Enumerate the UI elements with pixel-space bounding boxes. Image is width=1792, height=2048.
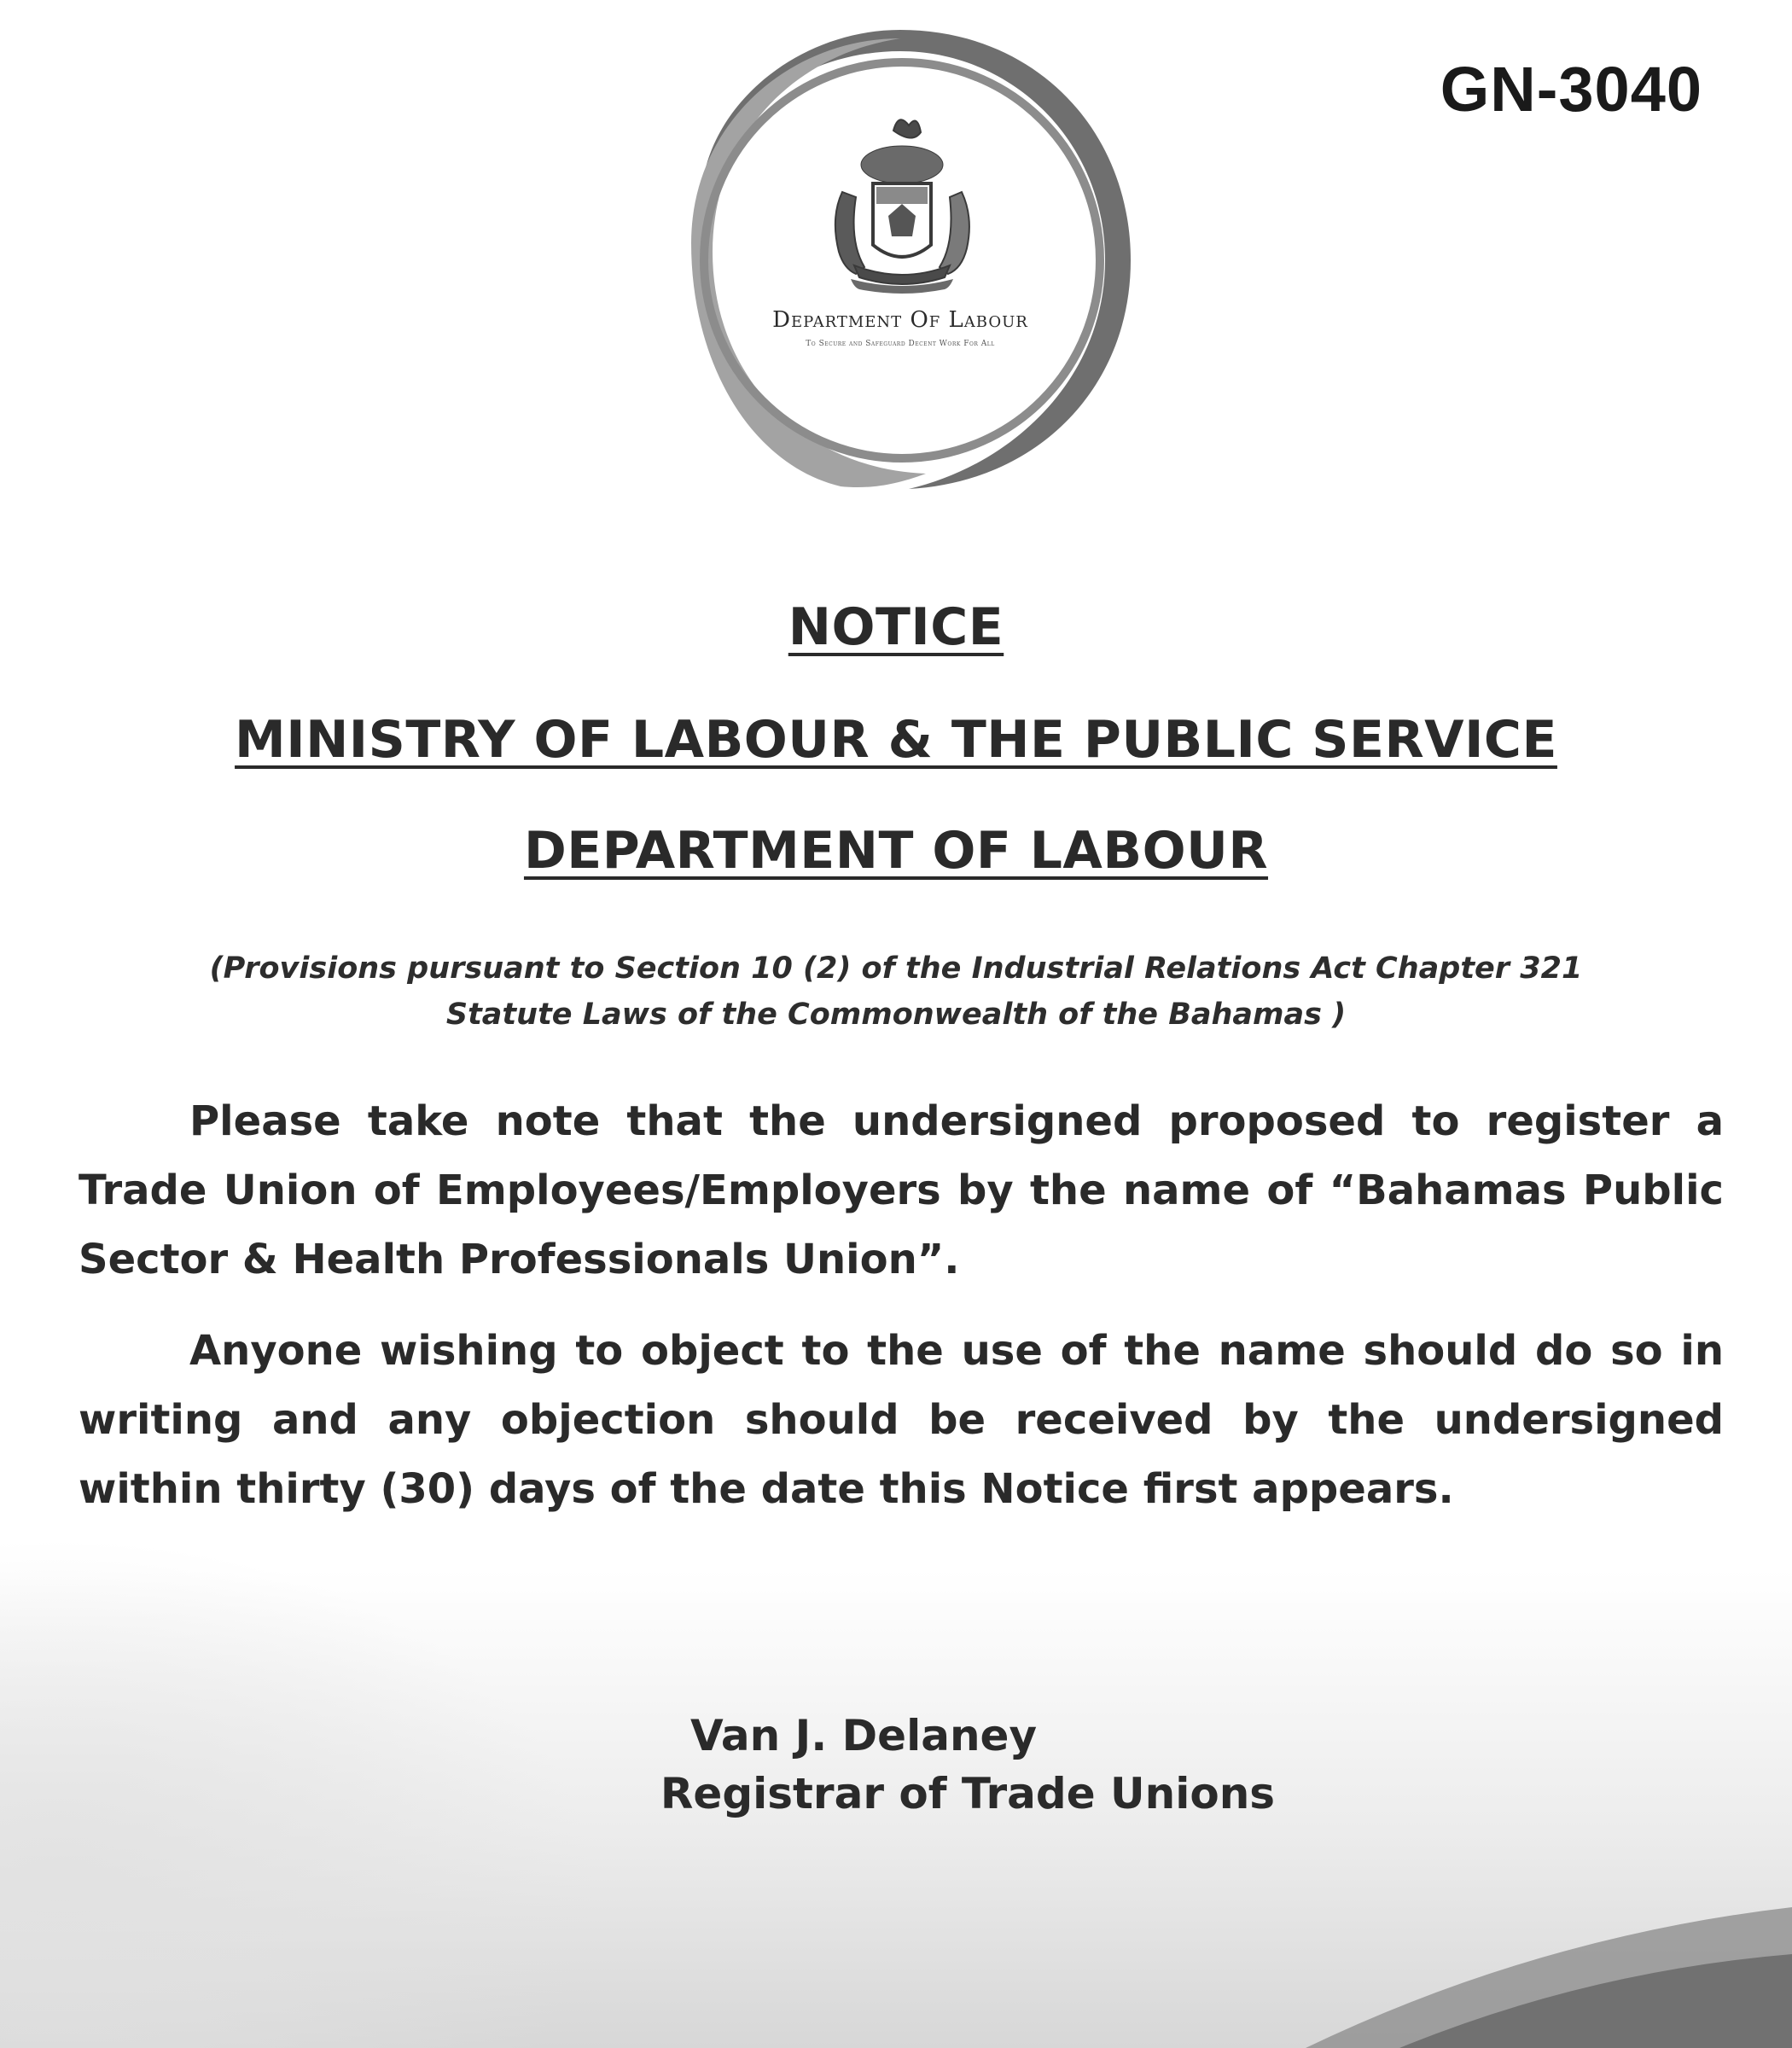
logo-motto: To Secure and Safeguard Decent Work For All [806, 340, 995, 348]
department-heading [0, 821, 1792, 881]
department-logo [653, 21, 1148, 499]
department-heading-text: DEPARTMENT OF LABOUR [523, 821, 1269, 881]
notice-number: GN-3040 [1440, 54, 1702, 125]
signatory-name: Van J. Delaney [689, 1711, 1038, 1760]
notice-heading-text: NOTICE [788, 597, 1004, 657]
body-paragraph-2: Anyone wishing to object to the use of the name should do so in writing and any objection should be received by the undersigned within thirty (30) days of the date this Notice first appears. [79, 1327, 1724, 1513]
provision-line-1: (Provisions pursuant to Section 10 (2) of the Industrial Relations Act Chapter 321 [209, 951, 1583, 986]
provision-line-2: Statute Laws of the Commonwealth of the Bahamas ) [445, 998, 1347, 1032]
signatory-title: Registrar of Trade Unions [660, 1769, 1276, 1818]
ministry-heading-text: MINISTRY OF LABOUR & THE PUBLIC SERVICE [235, 710, 1557, 770]
ministry-heading [0, 710, 1792, 770]
provision-statement [0, 945, 1792, 1038]
body-paragraph-1: Please take note that the undersigned proposed to register a Trade Union of Employees/Employers by the name of “Bahamas Public Sector & Health Professionals Union”. [79, 1097, 1724, 1283]
logo-department-name: Department Of Labour [772, 307, 1028, 333]
notice-heading [0, 597, 1792, 657]
